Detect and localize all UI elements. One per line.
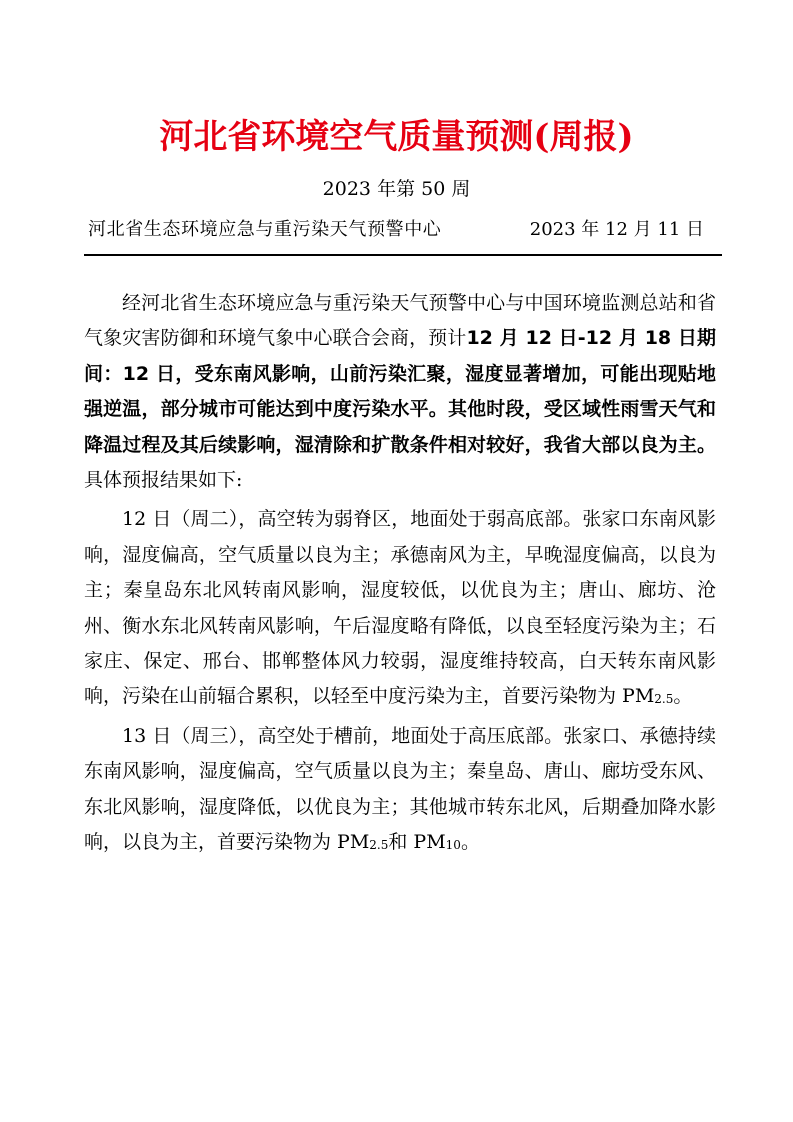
day-12-pm-subscript: 2.5: [654, 692, 674, 707]
day-13-mid: 和 PM: [388, 831, 446, 854]
day-13-pm10-subscript: 10: [445, 838, 461, 853]
day-13-text: 13 日（周三），高空处于槽前，地面处于高压底部。张家口、承德持续东南风影响，湿度偏高，空气质量以良为主；秦皇岛、唐山、廊坊受东风、东北风影响，湿度降低，以优良为主；其他城市转东北风，后期叠加降水影响，以良为主，首要污染物为 PM: [84, 724, 716, 854]
day-13-pm25-subscript: 2.5: [369, 838, 389, 853]
document-title: 河北省环境空气质量预测(周报): [159, 117, 634, 157]
day-13-end: 。: [460, 831, 480, 854]
summary-paragraph: [84, 286, 716, 498]
forecast-day-12: [84, 502, 716, 714]
issuing-organization: 河北省生态环境应急与重污染天气预警中心: [88, 219, 442, 240]
header-divider: [84, 254, 722, 256]
summary-intro: 经河北省生态环境应急与重污染天气预警中心与中国环境监测总站和省气象灾害防御和环境气象中心联合会商，预计: [84, 292, 716, 350]
issue-date: 2023 年 12 月 11 日: [529, 219, 704, 240]
issue-number: 2023 年第 50 周: [322, 178, 471, 200]
summary-outro: 具体预报结果如下:: [84, 469, 243, 492]
summary-highlight: 12 月 12 日-12 月 18 日期间：12 日，受东南风影响，山前污染汇聚，湿度显著增加，可能出现贴地强逆温，部分城市可能达到中度污染水平。其他时段，受区域性雨雪天气和降温过程及其后续影响，湿清除和扩散条件相对较好，我省大部以良为主。: [84, 327, 716, 456]
day-12-text: 12 日（周二），高空转为弱脊区，地面处于弱高底部。张家口东南风影响，湿度偏高，空气质量以良为主；承德南风为主，早晚湿度偏高，以良为主；秦皇岛东北风转南风影响，湿度较低，以优良为主；唐山、廊坊、沧州、衡水东北风转南风影响，午后湿度略有降低，以良至轻度污染为主；石家庄、保定、邢台、邯郸整体风力较弱，湿度维持较高，白天转东南风影响，污染在山前辐合累积，以轻至中度污染为主，首要污染物为 PM: [84, 508, 716, 708]
forecast-body: [84, 286, 716, 861]
header-meta: [84, 214, 704, 246]
forecast-day-13: [84, 719, 716, 861]
day-12-end: 。: [673, 685, 693, 708]
